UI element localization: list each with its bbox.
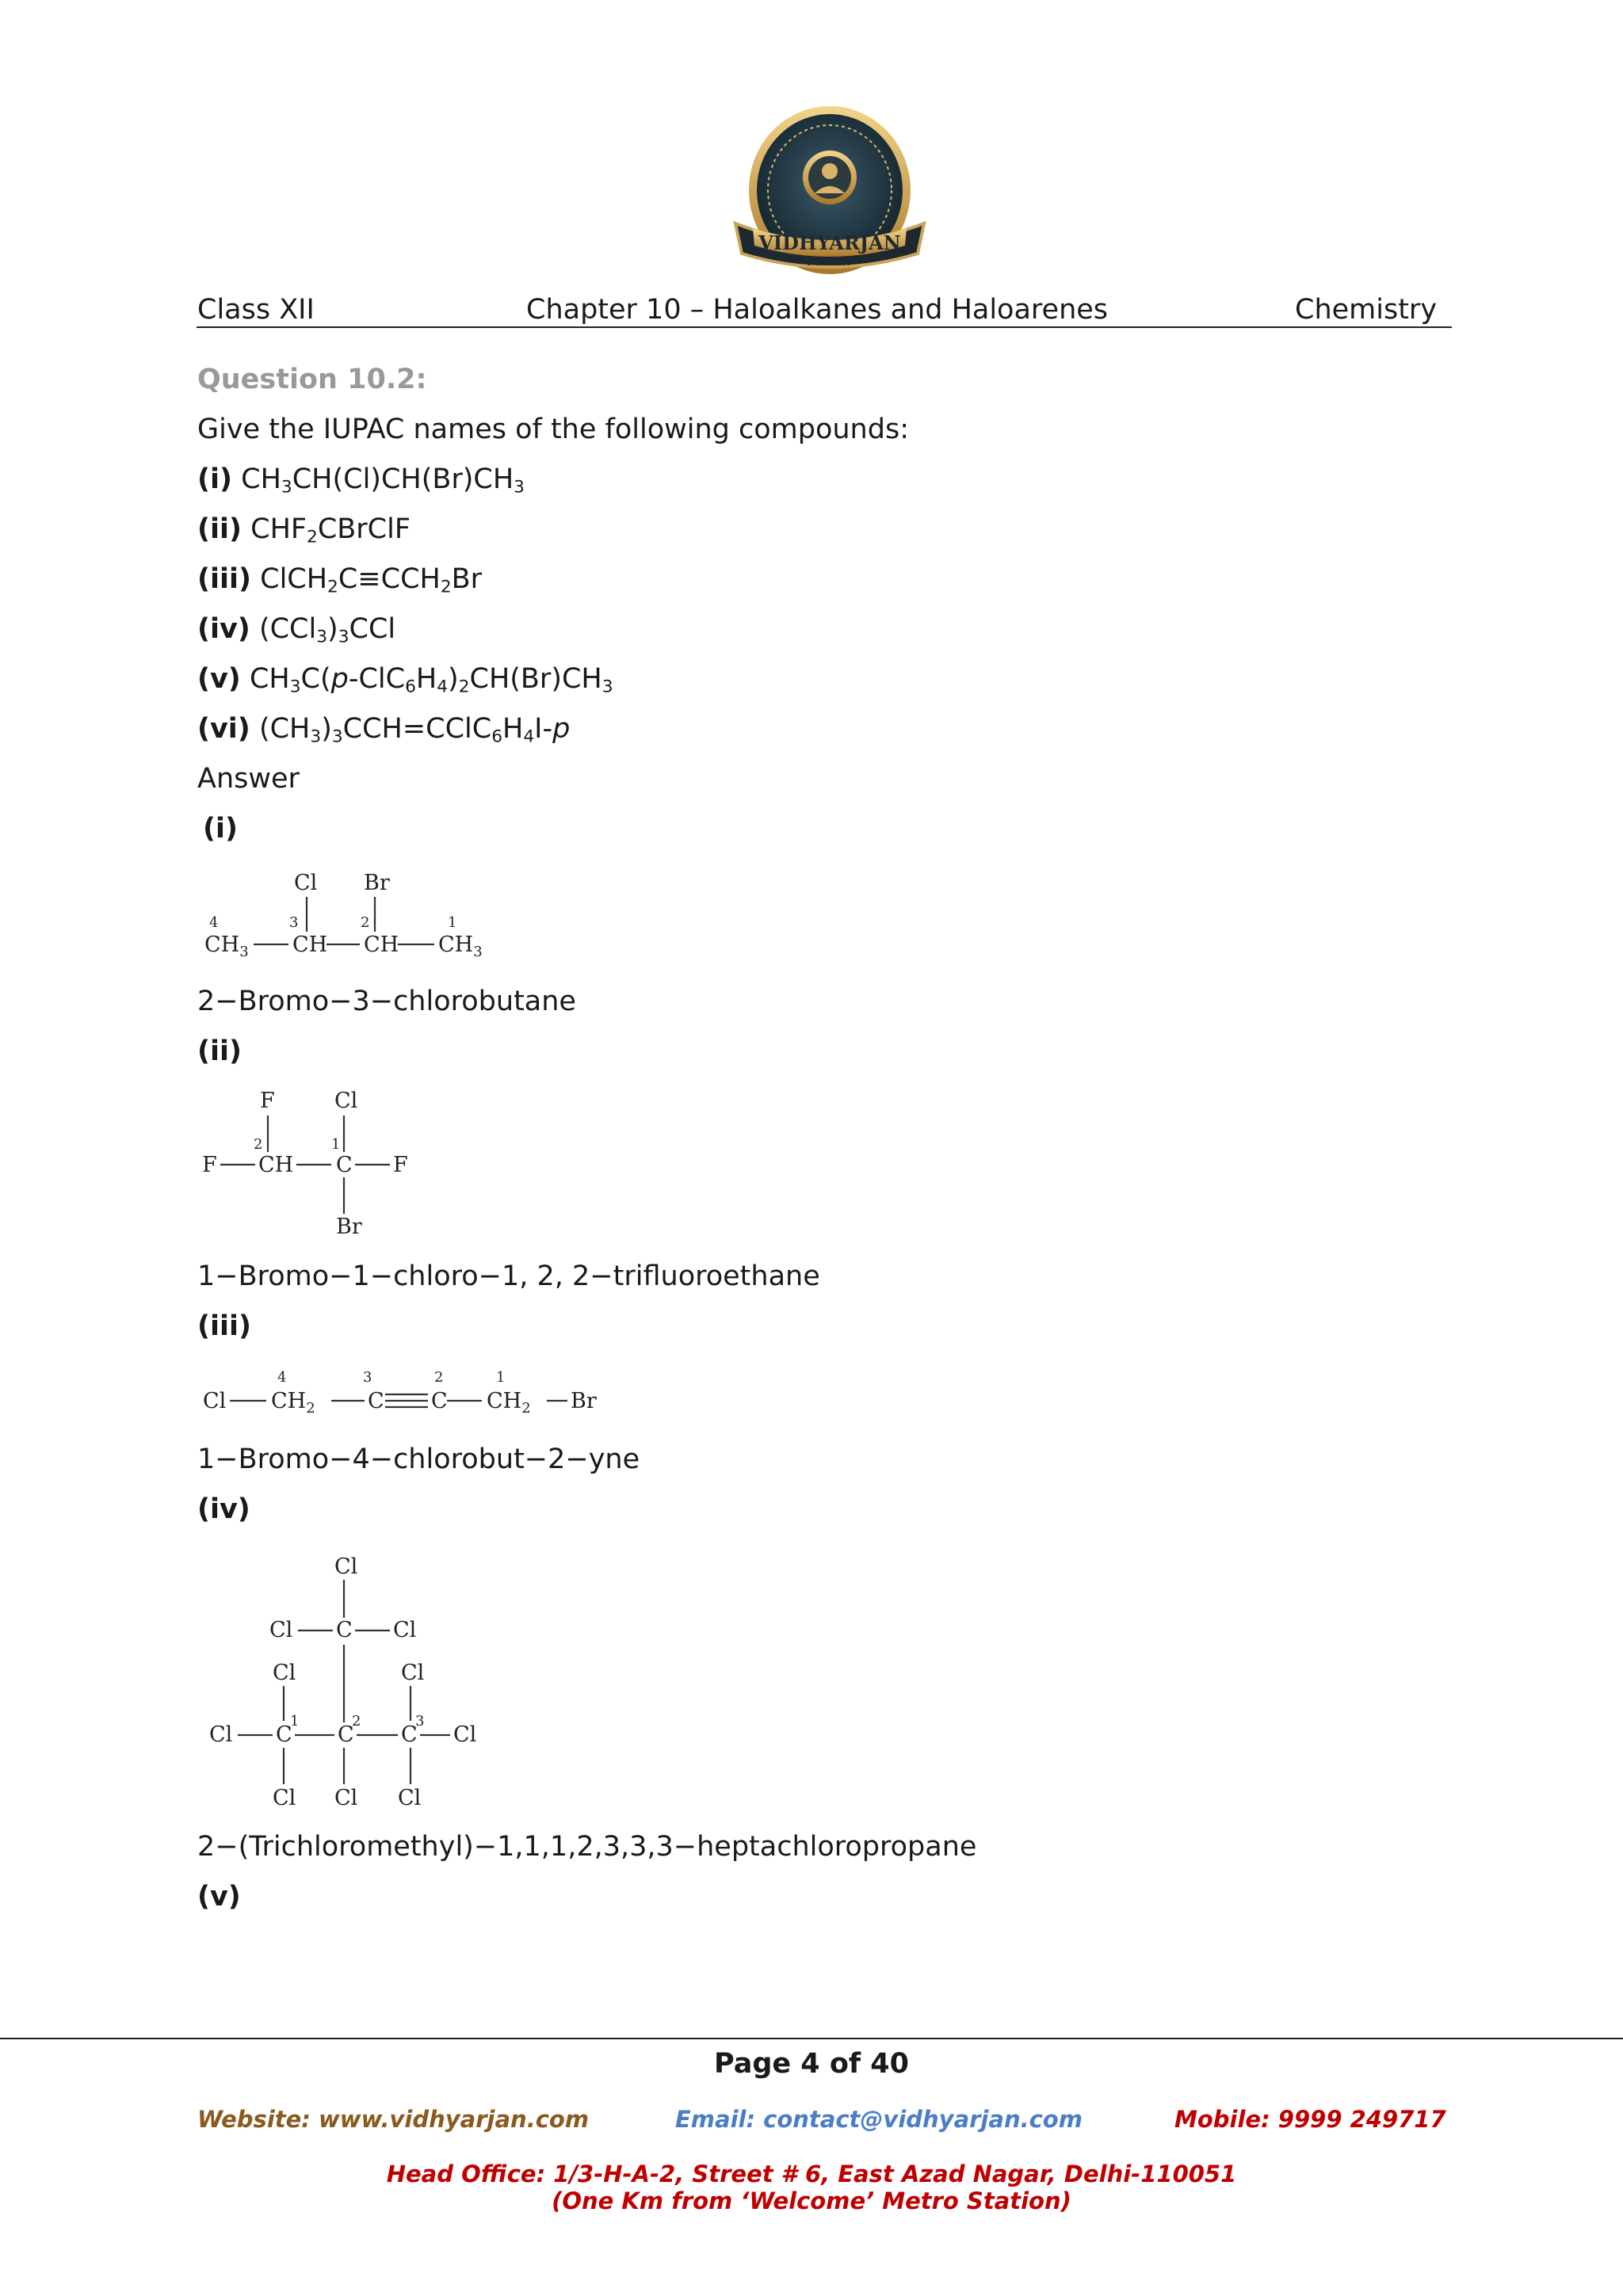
footer-rule [0,2038,1623,2039]
struct-iv-cl-top: Cl [334,1554,358,1579]
struct-iv-cl-c1-bottom: Cl [273,1786,296,1810]
answer-name-ii: 1−Bromo−1−chloro−1, 2, 2−trifluoroethane [197,1261,820,1292]
footer-address: Head Office: 1/3-H-A-2, Street # 6, East Azad Nagar, Delhi-110051 [386,2161,1237,2187]
logo-subtitle: Institute [807,257,853,269]
answer-name-iv: 2−(Trichloromethyl)−1,1,1,2,3,3,3−heptachloropropane [197,1831,977,1863]
struct-i-c3: CH [292,933,328,957]
header-subject: Chemistry [1295,294,1438,326]
struct-iii-n1: 1 [496,1369,506,1386]
answer-part-ii-label: (ii) [197,1035,242,1067]
struct-ii-f-left: F [202,1153,217,1177]
struct-iii-c1: $CH_2$ [487,1389,531,1417]
struct-iv-cl-c2-bottom: Cl [334,1786,358,1810]
struct-i-cl: Cl [294,871,318,895]
question-item-v: (v) $CH_3C(p-ClC_6H_4)_2CH(Br)CH_3$ [197,663,613,697]
struct-iii-cl: Cl [203,1389,227,1413]
struct-iv-cl-left: Cl [209,1722,233,1747]
structure-iii [200,1364,612,1428]
header-rule [197,326,1452,328]
question-item-i: (i) $CH_3CH(Cl)CH(Br)CH_3$ [197,463,525,498]
struct-iv-c2: C [338,1722,354,1747]
struct-ii-cl: Cl [334,1089,358,1113]
struct-i-n3: 3 [289,914,299,931]
footer-address-note: (One Km from ‘Welcome’ Metro Station) [552,2187,1071,2214]
answer-part-v-label: (v) [197,1881,241,1913]
question-item-iv: (iv) $(CCl_3)_3CCl$ [197,613,396,647]
struct-iv-cl-upper-right: Cl [393,1618,417,1642]
struct-ii-f-right: F [393,1153,408,1177]
structure-ii [200,1084,422,1244]
struct-iii-br: Br [571,1389,597,1413]
header-chapter: Chapter 10 – Haloalkanes and Haloarenes [526,294,1109,326]
struct-iii-n3: 3 [363,1369,372,1386]
struct-i-n4: 4 [209,914,219,931]
struct-iv-cl-c1-top: Cl [273,1661,296,1685]
structure-i [200,865,501,968]
structure-iv [200,1550,501,1819]
logo-title: VIDHYARJAN [758,231,901,254]
answer-name-i: 2−Bromo−3−chlorobutane [197,986,576,1017]
question-label: Question 10.2: [197,364,427,395]
struct-i-n1: 1 [448,914,457,931]
struct-iii-c2: C [431,1389,448,1413]
page-number: Page 4 of 40 [713,2048,909,2080]
question-item-iii: (iii) $ClCH_2C\equiv CCH_2Br$ [197,563,483,597]
struct-iv-n1: 1 [290,1713,300,1730]
footer-email[interactable]: Email: contact@vidhyarjan.com [675,2106,1083,2133]
struct-i-n2: 2 [361,914,370,931]
answer-part-iii-label: (iii) [197,1310,251,1342]
struct-iv-c3: C [401,1722,418,1747]
answer-part-iv-label: (iv) [197,1493,250,1525]
struct-i-c2: CH [364,933,399,957]
footer-mobile: Mobile: 9999 249717 [1174,2106,1446,2133]
institute-logo [729,105,930,288]
struct-i-br: Br [364,871,390,895]
struct-ii-ch: CH [258,1153,294,1177]
question-item-ii: (ii) $CHF_2CBrClF$ [197,513,411,547]
header-class: Class XII [197,294,315,326]
struct-i-c1: $CH_3$ [438,933,483,960]
struct-ii-br: Br [336,1215,362,1239]
struct-iv-cl-c3-bottom: Cl [398,1786,422,1810]
struct-iii-c4: $CH_2$ [271,1389,315,1417]
answer-part-i-label: (i) [203,813,238,845]
struct-ii-n2: 2 [254,1136,263,1153]
struct-ii-f-top: F [260,1089,275,1113]
struct-iv-cl-right: Cl [453,1722,477,1747]
struct-iii-c3: C [368,1389,384,1413]
struct-iv-n2: 2 [352,1713,361,1730]
footer-website[interactable]: Website: www.vidhyarjan.com [197,2106,590,2133]
question-item-vi: (vi) $(CH_3)_3CCH=CClC_6H_4I-p$ [197,713,571,747]
struct-ii-n1: 1 [331,1136,341,1153]
struct-i-c4: $CH_3$ [204,933,249,960]
question-prompt: Give the IUPAC names of the following compounds: [197,414,909,445]
struct-iv-cl-c3-top: Cl [401,1661,425,1685]
answer-label: Answer [197,763,300,795]
struct-iv-c-top: C [336,1618,353,1642]
answer-name-iii: 1−Bromo−4−chlorobut−2−yne [197,1444,640,1475]
struct-iv-n3: 3 [415,1713,425,1730]
struct-iii-n2: 2 [434,1369,444,1386]
struct-ii-c: C [336,1153,353,1177]
struct-iv-c1: C [276,1722,292,1747]
struct-iv-cl-upper-left: Cl [269,1618,293,1642]
struct-iii-n4: 4 [277,1369,287,1386]
